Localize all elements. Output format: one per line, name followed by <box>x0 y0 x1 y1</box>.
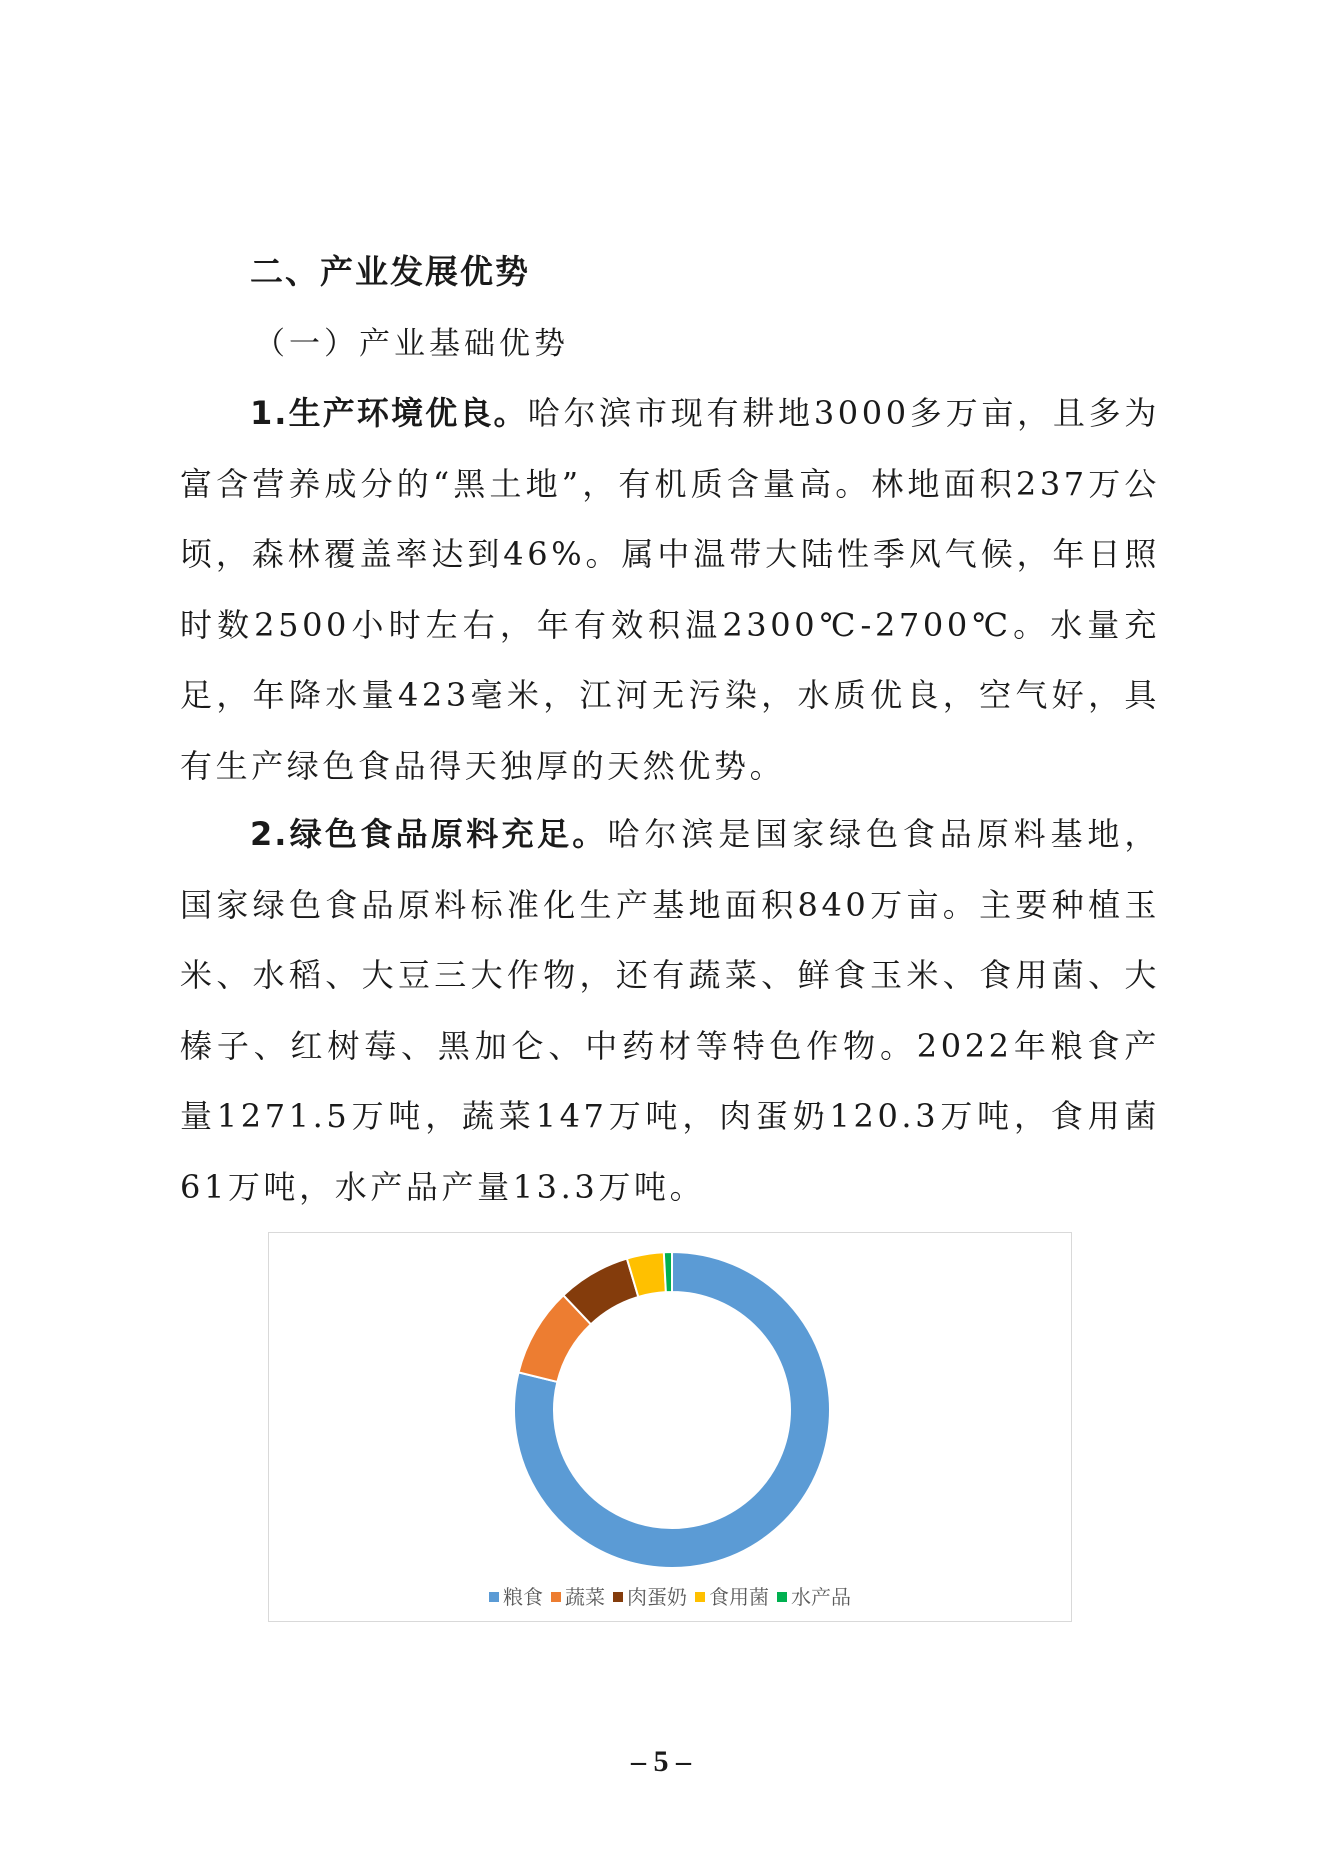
legend-item <box>613 1581 687 1610</box>
legend-swatch <box>613 1592 623 1602</box>
paragraph-lead: 2.绿色食品原料充足。 <box>250 815 608 853</box>
section-heading: 二、产业发展优势 <box>250 252 530 291</box>
page-number: – 5 – <box>631 1745 691 1778</box>
legend-label: 食用菌 <box>709 1585 769 1609</box>
paragraph-green-food-materials <box>180 799 1160 1222</box>
legend-swatch <box>489 1592 499 1602</box>
paragraph-body: 哈尔滨是国家绿色食品原料基地，国家绿色食品原料标准化生产基地面积840万亩。主要种植玉米、水稻、大豆三大作物，还有蔬菜、鲜食玉米、食用菌、大榛子、红树莓、黑加仑、中药材等特色作物。2022年粮食产量1271.5万吨，蔬菜147万吨，肉蛋奶120.3万吨，食用菌61万吨，水产品产量13.3万吨。 <box>180 815 1160 1206</box>
paragraph-lead: 1.生产环境优良。 <box>250 394 528 432</box>
legend-label: 蔬菜 <box>565 1585 605 1609</box>
slice-水产品 <box>664 1252 672 1292</box>
chart-legend <box>269 1581 1071 1610</box>
legend-label: 肉蛋奶 <box>627 1585 687 1609</box>
paragraph-body: 哈尔滨市现有耕地3000多万亩，且多为富含营养成分的“黑土地”，有机质含量高。林地面积237万公顷，森林覆盖率达到46%。属中温带大陆性季风气候，年日照时数2500小时左右，年有效积温2300℃-2700℃。水量充足，年降水量423毫米，江河无污染，水质优良，空气好，具有生产绿色食品得天独厚的天然优势。 <box>180 394 1160 785</box>
legend-swatch <box>551 1592 561 1602</box>
subsection-heading: （一）产业基础优势 <box>254 326 569 362</box>
legend-item <box>695 1581 769 1610</box>
legend-label: 粮食 <box>503 1585 543 1609</box>
legend-swatch <box>695 1592 705 1602</box>
doughnut-chart-plot <box>269 1233 1073 1583</box>
doughnut-chart <box>268 1232 1072 1622</box>
legend-label: 水产品 <box>791 1585 851 1609</box>
legend-item <box>551 1581 605 1610</box>
legend-item <box>489 1581 543 1610</box>
legend-swatch <box>777 1592 787 1602</box>
legend-item <box>777 1581 851 1610</box>
paragraph-production-environment <box>180 378 1160 801</box>
